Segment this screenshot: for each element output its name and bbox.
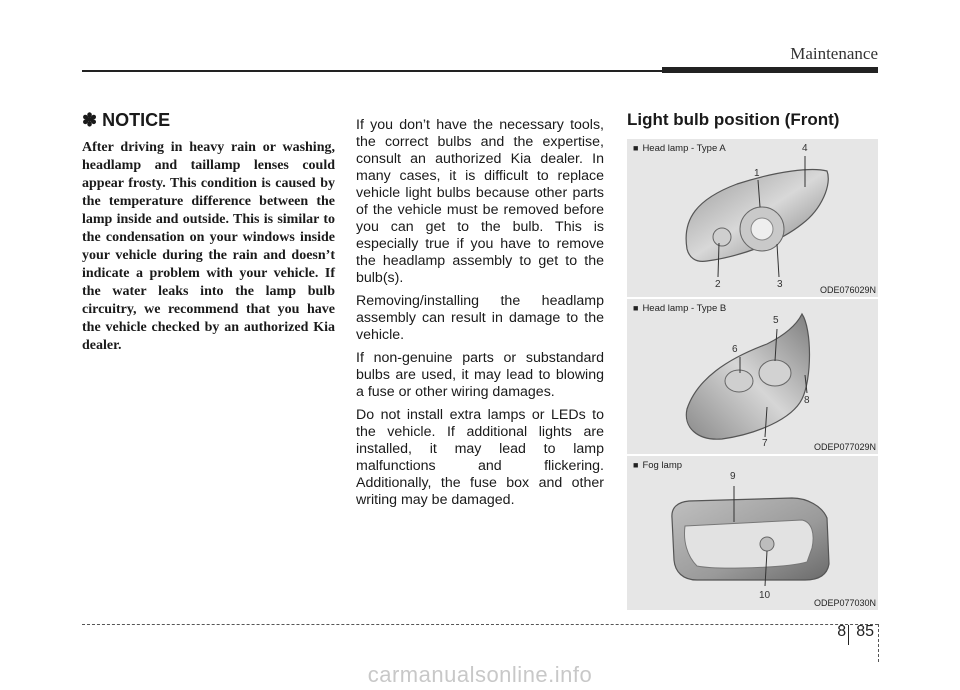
callout-label: 9: [730, 471, 736, 482]
body-paragraph: If non-genuine parts or substandard bulbs are used, it may lead to blowing a fuse or other wiring damages.: [356, 350, 604, 400]
panel-label: [633, 460, 682, 471]
figure-code: ODEP077030N: [813, 598, 876, 608]
headlamp-type-b-figure: [627, 299, 878, 454]
figure-title: Light bulb position (Front): [627, 110, 840, 129]
header-rule-accent: [662, 67, 878, 73]
body-paragraph: Do not install extra lamps or LEDs to the vehicle. If additional lights are installed, it may lead to lamp malfunctions and flickering. Additionally, the fuse box and other writing may be damaged.: [356, 407, 604, 508]
callout-label: 2: [715, 279, 721, 290]
notice-body: After driving in heavy rain or washing, headlamp and taillamp lenses could appear frosty. This condition is caused by the temperature difference between the lamp inside and outside. This is similar to the condensation on your windows inside your vehicle during the rain and doesn’t indicate a problem with your vehicle. If the water leaks into the lamp bulb circuitry, we recommend that you have the vehicle checked by an authorized Kia dealer.: [82, 140, 335, 353]
fog-lamp-illustration: [627, 456, 878, 610]
body-column: [356, 117, 604, 515]
callout-label: 3: [777, 279, 783, 290]
bullet-icon: ■: [633, 303, 639, 313]
page-num: 85: [856, 623, 874, 640]
notice-title: ✽ NOTICE: [82, 110, 171, 130]
body-paragraph: Removing/installing the headlamp assembly can result in damage to the vehicle.: [356, 293, 604, 343]
panel-label: [633, 303, 726, 314]
figure-code: ODEP077029N: [813, 442, 876, 452]
panel-label-text: Head lamp - Type B: [642, 303, 727, 314]
panel-label: [633, 143, 726, 154]
panel-label-text: Head lamp - Type A: [642, 143, 726, 154]
callout-label: 7: [762, 438, 768, 449]
bullet-icon: ■: [633, 460, 639, 470]
figure-code: ODE076029N: [819, 285, 876, 295]
callout-label: 4: [802, 143, 808, 154]
header-rule: [82, 70, 662, 72]
callout-label: 5: [773, 315, 779, 326]
bullet-icon: ■: [633, 143, 639, 153]
fog-lamp-figure: [627, 456, 878, 610]
headlamp-type-a-figure: [627, 139, 878, 297]
page-number: [837, 623, 874, 641]
headlamp-type-b-illustration: [627, 299, 878, 454]
callout-label: 6: [732, 344, 738, 355]
headlamp-type-a-illustration: [627, 139, 878, 297]
footer-rule: [82, 624, 878, 625]
body-paragraph: If you don’t have the necessary tools, the correct bulbs and the expertise, consult an authorized Kia dealer. In many cases, it is difficult to replace vehicle light bulbs because other parts of the vehicle must be removed before you can get to the bulb. This is especially true if you have to remove the headlamp assembly to get to the bulb(s).: [356, 117, 604, 286]
page-number-separator: [848, 625, 849, 645]
section-header: Maintenance: [790, 44, 878, 63]
callout-label: 8: [804, 395, 810, 406]
panel-label-text: Fog lamp: [642, 460, 683, 471]
footer-vertical-rule: [878, 624, 879, 662]
callout-label: 1: [754, 168, 760, 179]
notice-column: [82, 110, 335, 355]
watermark: carmanualsonline.info: [367, 662, 593, 687]
callout-label: 10: [759, 590, 771, 601]
chapter-number: 8: [837, 623, 847, 640]
